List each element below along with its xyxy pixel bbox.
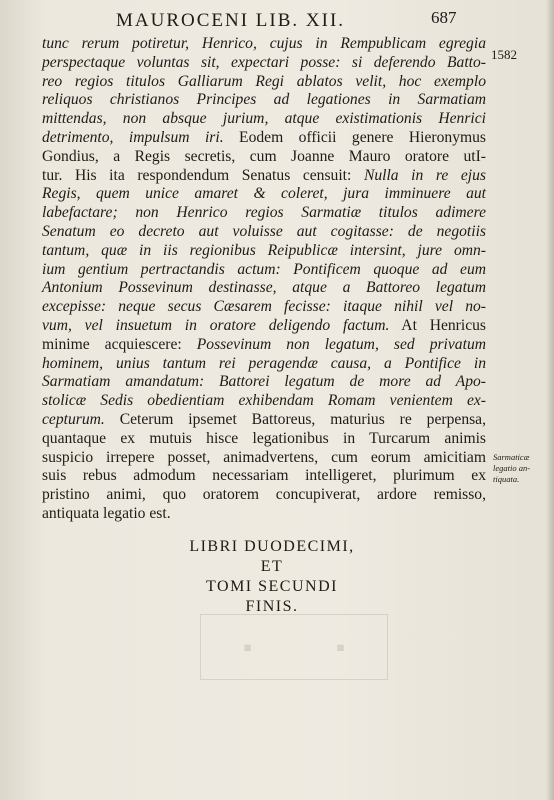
- text-line: [42, 486, 486, 505]
- text-line: [42, 467, 486, 486]
- text-segment: cepturum.: [42, 410, 105, 428]
- text-segment: Nulla in re ejus: [363, 166, 487, 184]
- text-line: [42, 411, 486, 430]
- text-segment: tur. His ita respondendum Senatus censuit:: [42, 166, 364, 184]
- text-segment: pristino animi, quo oratorem concupiverat, ardore remisso,: [42, 486, 486, 504]
- text-segment: reo regios titulos Galliarum Regi ablatos velit, hoc exemplo: [42, 72, 486, 90]
- margin-note-line: Sarmaticæ: [493, 452, 530, 462]
- text-segment: detrimento, impulsum iri.: [42, 128, 224, 146]
- page-header: [0, 6, 554, 36]
- text-segment: vum, vel insuetum in oratore deligendo factum.: [42, 316, 390, 334]
- text-line: [42, 355, 486, 374]
- text-line: [42, 373, 486, 392]
- text-segment: Possevinum non legatum, sed privatum: [196, 335, 486, 353]
- text-line: [42, 110, 486, 129]
- text-segment: suis rebus admodum necessariam intelligeret, plurimum ex: [42, 467, 486, 485]
- text-segment: stolicæ Sedis obedientiam exhibendam Romam venientem ex-: [42, 392, 486, 410]
- text-segment: Antonium Possevinum destinasse, atque a Battoreo legatum: [42, 279, 486, 297]
- text-line: [42, 148, 486, 167]
- text-line: [42, 242, 486, 261]
- text-segment: excepisse: neque secus Cæsarem fecisse: itaque nihil vel no-: [42, 298, 486, 316]
- text-line: [42, 317, 486, 336]
- colophon-line: ET: [260, 558, 284, 575]
- text-segment: Eodem officii genere Hieronymus: [223, 128, 486, 146]
- text-segment: Regis, quem unice amaret & coleret, jura imminuere aut: [42, 185, 486, 203]
- colophon-line: LIBRI DUODECIMI,: [189, 538, 355, 555]
- page-gutter-shadow: [546, 0, 554, 800]
- text-line: [42, 129, 486, 148]
- stamp-mark-left: ▩: [243, 642, 252, 652]
- text-segment: antiquata legatio est.: [42, 504, 171, 522]
- text-segment: perspectaque voluntas sit, expectari posse: si deferendo Batto-: [42, 53, 486, 71]
- margin-note: [493, 452, 553, 485]
- text-segment: labefactare; non Henrico regios Sarmatiæ titulos adimere: [42, 204, 486, 222]
- colophon-line: TOMI SECUNDI: [206, 578, 338, 595]
- text-line: [42, 430, 486, 449]
- page-number: 687: [431, 8, 457, 27]
- text-line: [42, 261, 486, 280]
- text-segment: hominem, unius tantum rei peragendæ causa, a Pontifice in: [42, 354, 486, 372]
- library-stamp: [200, 614, 388, 680]
- stamp-mark-right: ▩: [336, 642, 345, 652]
- text-segment: mittendas, non absque jurium, atque existimationis Henrici: [42, 110, 486, 128]
- text-line: [42, 279, 486, 298]
- text-line: [42, 91, 486, 110]
- colophon: [0, 537, 554, 617]
- colophon-line: FINIS.: [245, 598, 299, 615]
- text-segment: Sarmatiam amandatum: Battorei legatum de more ad Apo-: [42, 373, 486, 391]
- text-line: [42, 505, 486, 524]
- body-text: [42, 35, 486, 524]
- running-head: MAUROCENI LIB. XII.: [116, 10, 346, 31]
- text-line: [42, 392, 486, 411]
- text-line: [42, 449, 486, 468]
- text-segment: tantum, quæ in iis regionibus Reipublicæ intersint, jure omn-: [42, 241, 486, 259]
- text-line: [42, 54, 486, 73]
- text-segment: suspicio irrepere posset, animadvertens, cum eorum amicitiam: [42, 448, 486, 466]
- text-line: [42, 298, 486, 317]
- text-line: [42, 73, 486, 92]
- text-segment: Senatum eo decreto aut voluisse aut cogitasse: de negotiis: [42, 222, 486, 240]
- text-line: [42, 204, 486, 223]
- text-segment: minime acquiescere:: [42, 335, 197, 353]
- text-line: [42, 336, 486, 355]
- text-segment: reliquos christianos Principes ad legationes in Sarmatiam: [42, 91, 486, 109]
- text-segment: ium gentium pertractandis actum: Pontificem quoque ad eum: [42, 260, 486, 278]
- text-line: [42, 223, 486, 242]
- text-line: [42, 35, 486, 54]
- text-segment: Gondius, a Regis secretis, cum Joanne Mauro oratore utI-: [42, 147, 486, 165]
- margin-year: 1582: [491, 47, 517, 62]
- text-segment: quantaque ex mutuis hisce legationibus in Turcarum animis: [42, 429, 486, 447]
- text-segment: Ceterum ipsemet Battoreus, maturius re perpensa,: [104, 410, 486, 428]
- text-line: [42, 167, 486, 186]
- text-line: [42, 185, 486, 204]
- margin-note-line: legatio an-: [493, 463, 531, 473]
- margin-note-line: tiquata.: [493, 474, 520, 484]
- text-segment: At Henricus: [389, 316, 486, 334]
- text-segment: tunc rerum potiretur, Henrico, cujus in Rempublicam egregia: [42, 35, 486, 52]
